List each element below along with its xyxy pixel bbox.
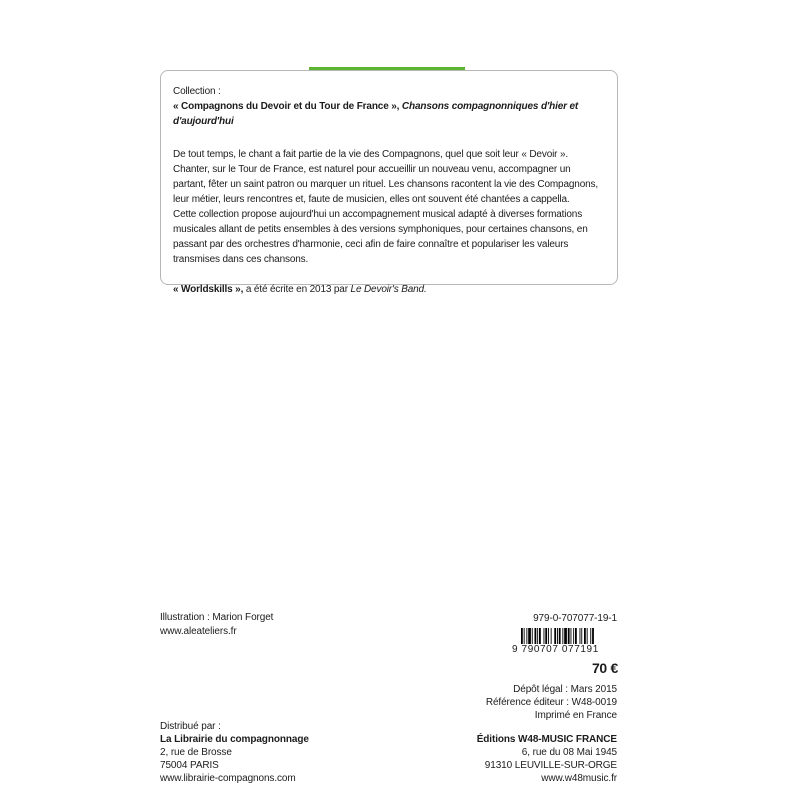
collection-description — [173, 147, 605, 267]
collection-title-main: « Compagnons du Devoir et du Tour de France », — [173, 101, 400, 112]
distributor-street: 2, rue de Brosse — [160, 747, 232, 758]
illustration-credit: Illustration : Marion Forget — [160, 612, 274, 623]
isbn: 979-0-707077-19-1 — [533, 613, 617, 624]
publisher-city: 91310 LEUVILLE-SUR-ORGE — [484, 760, 617, 771]
collection-title-subtitle: Chansons compagnonniques d'hier et d'aujourd'hui — [173, 101, 579, 127]
publisher-name: Éditions W48-MUSIC FRANCE — [476, 734, 617, 745]
barcode-digits: 9 790707 077191 — [512, 644, 618, 656]
legal-info-block — [486, 683, 617, 722]
description-paragraph: De tout temps, le chant a fait partie de la vie des Compagnons, quel que soit leur « Devoir ». Chanter, sur le Tour de France, est naturel pour accueillir un nouveau venu, accompagner un partant, fêter un saint patron ou marquer un rituel. Les chansons racontent la vie des Compagnons, leur métier, leurs rencontres et, faute de musicien, elles ont souvent été chantées a cappella. — [173, 149, 599, 205]
price: 70 € — [591, 660, 618, 676]
distributor-label: Distribué par : — [160, 721, 221, 732]
publisher-reference: Référence éditeur : W48-0019 — [485, 697, 617, 708]
collection-label: Collection : — [173, 86, 221, 97]
band-name: Le Devoir's Band. — [350, 284, 427, 295]
collection-title — [173, 99, 605, 129]
distributor-website[interactable]: www.librairie-compagnons.com — [160, 773, 296, 784]
song-title: « Worldskills », — [173, 284, 244, 295]
publisher-website[interactable]: www.w48music.fr — [541, 773, 617, 784]
publisher-block — [477, 733, 617, 785]
distributor-block — [160, 720, 309, 785]
printed-in: Imprimé en France — [534, 710, 617, 721]
collection-info-box — [160, 70, 618, 295]
illustration-website[interactable]: www.aleateliers.fr — [160, 626, 237, 637]
song-credit-text: a été écrite en 2013 par — [243, 284, 351, 295]
distributor-city: 75004 PARIS — [160, 760, 219, 771]
distributor-name: La Librairie du compagnonnage — [160, 734, 309, 745]
legal-deposit: Dépôt légal : Mars 2015 — [513, 684, 617, 695]
illustration-credit-block — [160, 611, 273, 639]
song-credit — [173, 282, 605, 297]
publisher-street: 6, rue du 08 Mai 1945 — [521, 747, 617, 758]
description-paragraph: Cette collection propose aujourd'hui un accompagnement musical adapté à diverses formations musicales allant de petits ensembles à des versions symphoniques, pour certaines chansons, en passant par des orchestres d'harmonie, ceci afin de faire connaître et populariser les valeurs transmises dans ces chansons. — [173, 209, 588, 265]
